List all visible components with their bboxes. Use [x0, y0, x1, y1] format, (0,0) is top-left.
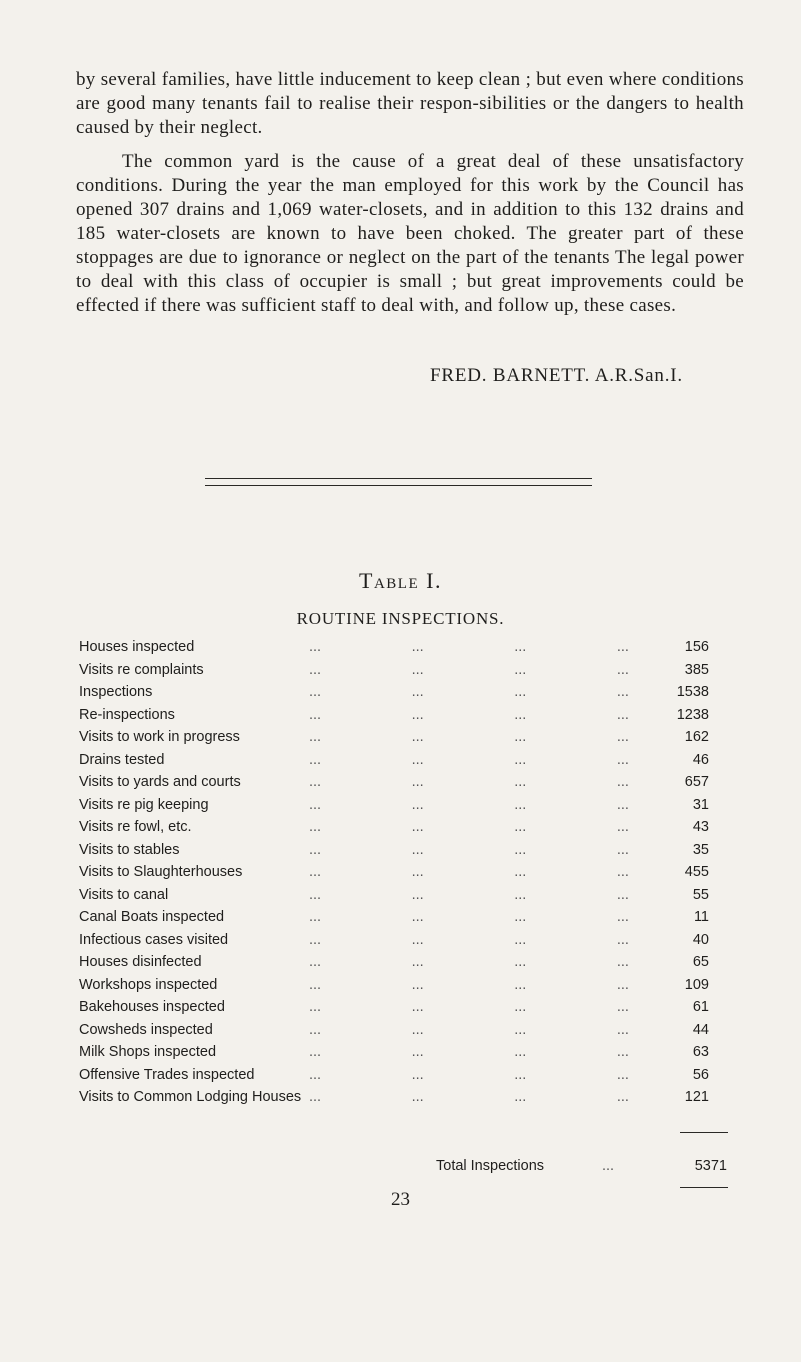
leader-dots: ... ... ... ...	[309, 954, 629, 970]
leader-dots: ... ... ... ...	[309, 751, 629, 768]
row-value: 156	[684, 639, 709, 655]
row-value: 657	[684, 774, 709, 790]
leader-dots: ... ... ... ...	[309, 841, 629, 858]
row-value: 35	[692, 841, 709, 858]
row-label: Drains tested	[79, 751, 165, 768]
leader-dots: ... ... ... ...	[309, 661, 629, 678]
table-row	[79, 1041, 727, 1064]
divider-rule-top	[205, 478, 592, 479]
paragraph-continuation: by several families, have little inducement to keep clean ; but even where conditions are good many tenants fail to realise their respon-sibilities or the dangers to health caused by their neglect.	[76, 69, 744, 138]
leader-dots: ... ... ... ...	[309, 819, 629, 835]
row-value: 61	[692, 999, 709, 1015]
leader-dots: ... ... ... ...	[309, 864, 629, 880]
row-label: Visits to canal	[79, 886, 169, 903]
row-value: 65	[692, 954, 709, 970]
row-label: Milk Shops inspected	[79, 1044, 217, 1060]
row-label: Inspections	[79, 684, 153, 700]
leader-dots: ... ... ... ...	[309, 1066, 629, 1083]
row-value: 1538	[676, 684, 709, 700]
table-row	[79, 771, 727, 794]
row-label: Re-inspections	[79, 706, 175, 723]
leader-dots: ... ... ... ...	[309, 639, 629, 655]
leader-dots: ... ... ... ...	[309, 1021, 629, 1038]
table-subtitle: ROUTINE INSPECTIONS.	[296, 609, 505, 628]
table-row	[79, 681, 727, 704]
leader-dots: ... ... ... ...	[309, 774, 629, 790]
row-value: 31	[692, 796, 709, 813]
row-value: 1238	[676, 706, 709, 723]
row-value: 44	[692, 1021, 709, 1038]
leader-dots: ... ... ... ...	[309, 976, 629, 993]
row-label: Canal Boats inspected	[79, 909, 225, 925]
table-row	[79, 861, 727, 884]
leader-dots: ... ... ... ...	[309, 999, 629, 1015]
table-row	[79, 1086, 727, 1109]
table-row	[79, 816, 727, 839]
row-value: 46	[692, 751, 709, 768]
table-row	[79, 704, 727, 727]
leader-dots: ... ... ... ...	[309, 796, 629, 813]
total-leader-dots: ...	[602, 1158, 615, 1174]
row-value: 121	[684, 1089, 709, 1105]
table-row	[79, 726, 727, 749]
table-row	[79, 749, 727, 772]
row-label: Visits to work in progress	[79, 729, 240, 745]
table-row	[79, 636, 727, 659]
table-row	[79, 974, 727, 997]
row-label: Visits to stables	[79, 841, 180, 858]
row-value: 43	[692, 819, 709, 835]
row-label: Bakehouses inspected	[79, 999, 225, 1015]
leader-dots: ... ... ... ...	[309, 886, 629, 903]
paragraph-common-yard: The common yard is the cause of a great deal of these unsatisfactory conditions. During the year the man employed for this work by the Council has opened 307 drains and 1,069 water-closets, and in addition to this 132 drains and 185 water-closets are known to have been choked. The greater part of these stoppages are due to ignorance or neglect on the part of the tenants The legal power to deal with this class of occupier is small ; but great improvements could be effected if there was sufficient staff to deal with, and follow up, these cases.	[76, 151, 744, 316]
table-row	[79, 906, 727, 929]
table-row	[79, 884, 727, 907]
row-label: Visits re fowl, etc.	[79, 819, 192, 835]
row-value: 11	[693, 909, 709, 925]
row-value: 56	[692, 1066, 709, 1083]
leader-dots: ... ... ... ...	[309, 729, 629, 745]
leader-dots: ... ... ... ...	[309, 931, 629, 948]
row-label: Offensive Trades inspected	[79, 1066, 255, 1083]
table-row	[79, 659, 727, 682]
table-row	[79, 929, 727, 952]
row-value: 55	[692, 886, 709, 903]
row-label: Visits re complaints	[79, 661, 204, 678]
row-value: 385	[684, 661, 709, 678]
row-value: 162	[684, 729, 709, 745]
table-title: Table I.	[359, 568, 442, 593]
total-rule-top	[680, 1132, 728, 1133]
row-value: 109	[684, 976, 709, 993]
row-label: Houses disinfected	[79, 954, 202, 970]
row-value: 40	[692, 931, 709, 948]
leader-dots: ... ... ... ...	[309, 909, 629, 925]
row-label: Visits to Slaughterhouses	[79, 864, 243, 880]
table-row	[79, 839, 727, 862]
signature-line: FRED. BARNETT. A.R.San.I.	[430, 365, 683, 386]
leader-dots: ... ... ... ...	[309, 706, 629, 723]
row-value: 455	[684, 864, 709, 880]
row-label: Workshops inspected	[79, 976, 218, 993]
row-value: 63	[692, 1044, 709, 1060]
total-value: 5371	[694, 1158, 727, 1174]
leader-dots: ... ... ... ...	[309, 1089, 629, 1105]
total-label: Total Inspections	[436, 1158, 545, 1174]
table-row	[79, 794, 727, 817]
row-label: Visits re pig keeping	[79, 796, 209, 813]
table-row	[79, 1019, 727, 1042]
divider-rule-bottom	[205, 485, 592, 486]
leader-dots: ... ... ... ...	[309, 1044, 629, 1060]
row-label: Cowsheds inspected	[79, 1021, 213, 1038]
table-row	[79, 996, 727, 1019]
row-label: Infectious cases visited	[79, 931, 229, 948]
leader-dots: ... ... ... ...	[309, 684, 629, 700]
total-rule-bottom	[680, 1187, 728, 1188]
table-row	[79, 1064, 727, 1087]
table-row	[79, 951, 727, 974]
row-label: Visits to Common Lodging Houses	[79, 1089, 302, 1105]
row-label: Houses inspected	[79, 639, 195, 655]
page-number: 23	[391, 1189, 410, 1210]
row-label: Visits to yards and courts	[79, 774, 241, 790]
inspection-table	[79, 636, 727, 1109]
